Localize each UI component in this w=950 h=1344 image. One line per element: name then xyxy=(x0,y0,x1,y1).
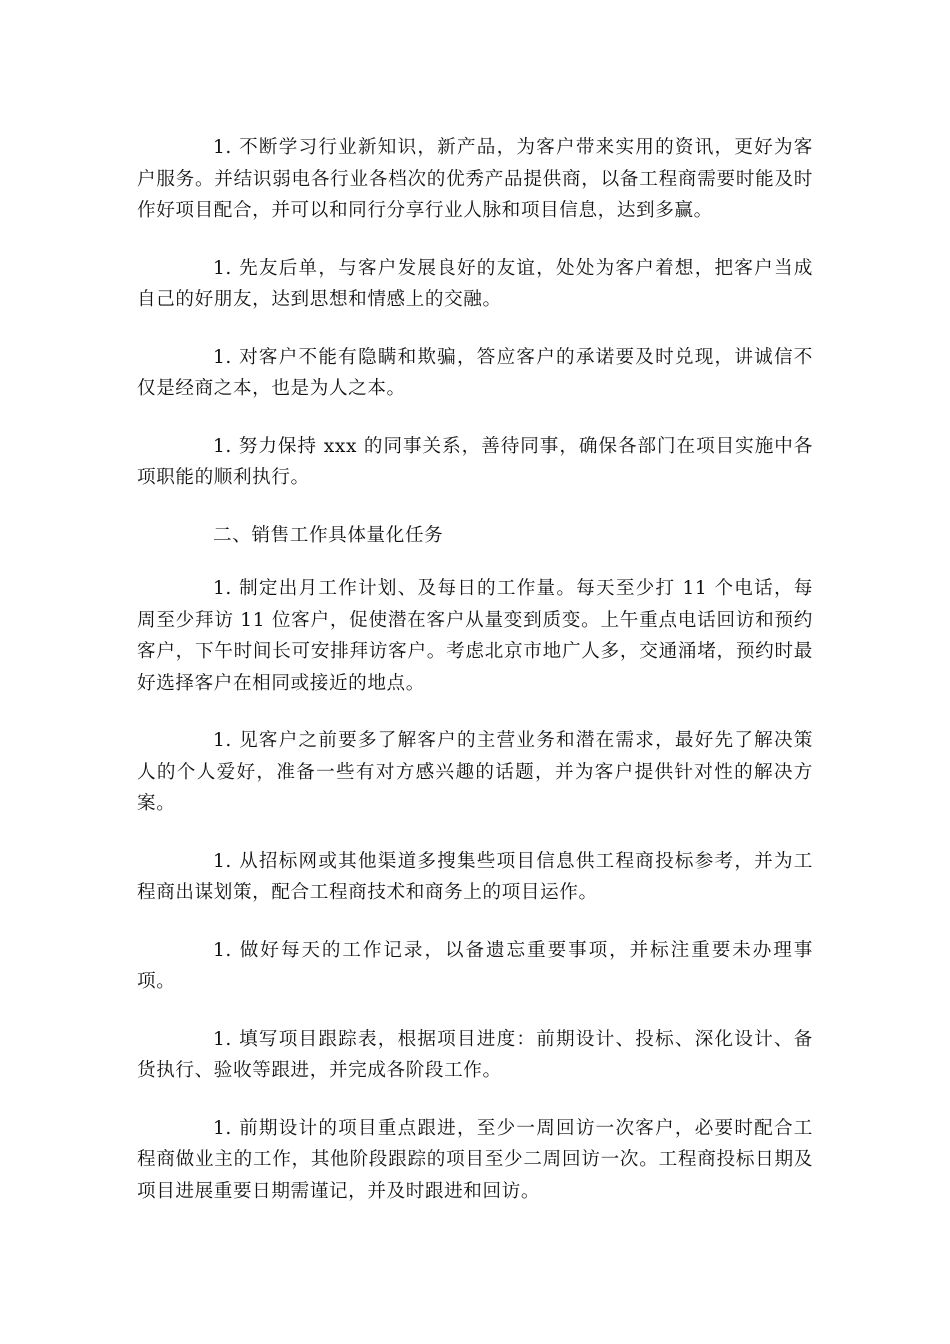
document-body xyxy=(137,132,813,1233)
paragraph-learning: 1. 不断学习行业新知识，新产品，为客户带来实用的资讯，更好为客户服务。并结识弱电各行业各档次的优秀产品提供商，以备工程商需要时能及时作好项目配合，并可以和同行分享行业人脉和项目信息，达到多赢。 xyxy=(137,137,813,221)
paragraph-friendship: 1. 先友后单，与客户发展良好的友谊，处处为客户着想，把客户当成自己的好朋友，达到思想和情感上的交融。 xyxy=(137,257,813,310)
paragraph-follow-up: 1. 前期设计的项目重点跟进，至少一周回访一次客户，必要时配合工程商做业主的工作，其他阶段跟踪的项目至少二周回访一次。工程商投标日期及项目进展重要日期需谨记，并及时跟进和回访。 xyxy=(137,1117,813,1202)
paragraph-bidding-info: 1. 从招标网或其他渠道多搜集些项目信息供工程商投标参考，并为工程商出谋划策，配合工程商技术和商务上的项目运作。 xyxy=(137,850,813,903)
paragraph-client-needs: 1. 见客户之前要多了解客户的主营业务和潜在需求，最好先了解决策人的个人爱好，准备一些有对方感兴趣的话题，并为客户提供针对性的解决方案。 xyxy=(137,730,813,814)
paragraph-colleagues: 1. 努力保持 xxx 的同事关系，善待同事，确保各部门在项目实施中各项职能的顺利执行。 xyxy=(137,435,813,488)
paragraph-work-plan: 1. 制定出月工作计划、及每日的工作量。每天至少打 11 个电话，每周至少拜访 11 位客户，促使潜在客户从量变到质变。上午重点电话回访和预约客户，下午时间长可安排拜访客户。考虑北京市地广人多，交通涌堵，预约时最好选择客户在相同或接近的地点。 xyxy=(137,578,813,694)
paragraph-project-tracking: 1. 填写项目跟踪表，根据项目进度：前期设计、投标、深化设计、备货执行、验收等跟进，并完成各阶段工作。 xyxy=(137,1028,813,1081)
paragraph-honesty: 1. 对客户不能有隐瞒和欺骗，答应客户的承诺要及时兑现，讲诚信不仅是经商之本，也是为人之本。 xyxy=(137,346,813,399)
paragraph-work-record: 1. 做好每天的工作记录，以备遗忘重要事项，并标注重要未办理事项。 xyxy=(137,939,813,992)
section-heading: 二、销售工作具体量化任务 xyxy=(213,524,444,546)
